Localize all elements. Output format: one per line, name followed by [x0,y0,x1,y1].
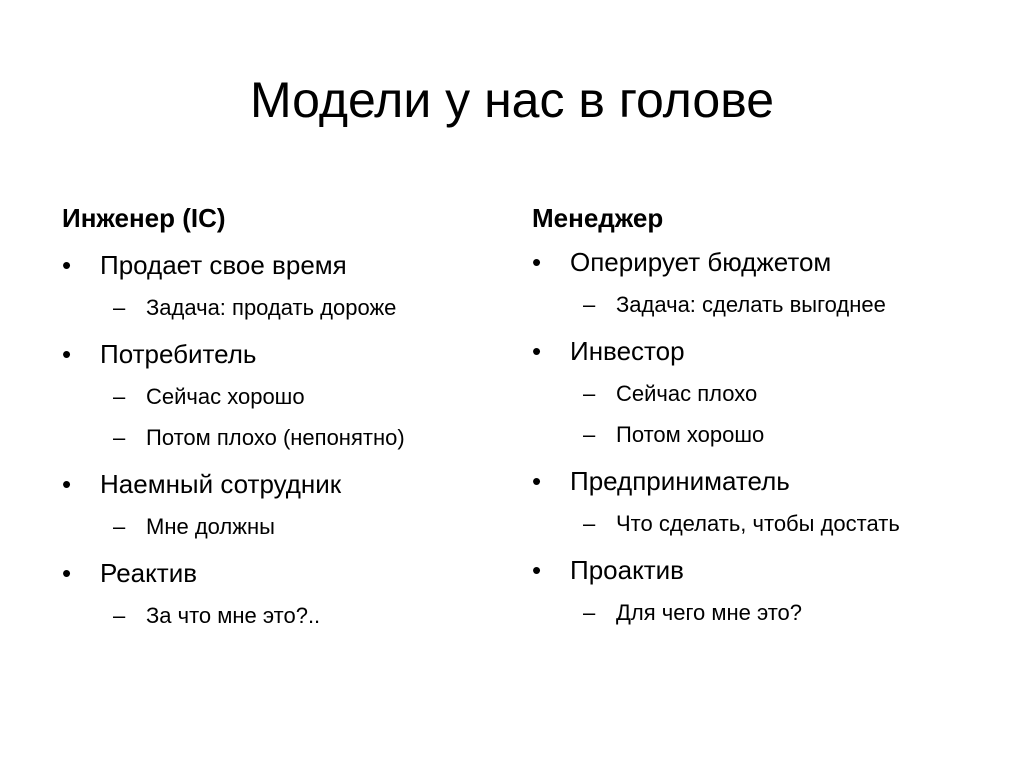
bullet-text: Инвестор [570,336,685,366]
dash-icon: – [113,295,126,320]
sub-item-text: Мне должны [146,514,275,539]
sub-item [62,598,522,634]
sub-item [62,379,522,415]
bullet-item [62,553,522,593]
bullet-text: Продает свое время [100,250,347,280]
sub-item-text: Что сделать, чтобы достать [616,511,900,536]
bullet-item [62,464,522,504]
sub-item [532,595,992,631]
sub-item-text: Задача: продать дороже [146,295,397,320]
sub-item [532,287,992,323]
bullet-icon: • [532,466,542,496]
bullet-icon: • [532,336,542,366]
slide-title: Модели у нас в голове [249,72,775,128]
dash-icon: – [583,600,596,625]
bullet-item [62,245,522,285]
sub-item [62,509,522,545]
manager-heading: Менеджер [532,203,664,233]
sub-item [62,420,522,456]
bullet-icon: • [532,555,542,585]
bullet-text: Реактив [100,558,198,588]
bullet-text: Оперирует бюджетом [570,247,832,277]
sub-item-text: Для чего мне это? [616,600,803,625]
dash-icon: – [583,422,596,447]
bullet-item [532,550,992,590]
engineer-heading: Инженер (IC) [62,203,226,233]
dash-icon: – [113,384,126,409]
bullet-item [532,242,992,282]
sub-item [532,376,992,412]
bullet-icon: • [532,247,542,277]
sub-item-text: Потом плохо (непонятно) [146,425,405,450]
sub-item-text: Потом хорошо [616,422,765,447]
bullet-item [62,334,522,374]
dash-icon: – [583,292,596,317]
manager-column [532,198,992,631]
dash-icon: – [113,514,126,539]
bullet-text: Наемный сотрудник [100,469,342,499]
bullet-icon: • [62,339,72,369]
bullet-item [532,461,992,501]
bullet-icon: • [62,469,72,499]
bullet-icon: • [62,558,72,588]
sub-item-text: Сейчас хорошо [146,384,305,409]
engineer-column [62,198,522,634]
sub-item [62,290,522,326]
dash-icon: – [113,603,126,628]
sub-item [532,417,992,453]
sub-item-text: За что мне это?.. [146,603,321,628]
bullet-text: Проактив [570,555,684,585]
dash-icon: – [583,381,596,406]
dash-icon: – [113,425,126,450]
sub-item [532,506,992,542]
sub-item-text: Задача: сделать выгоднее [616,292,886,317]
bullet-icon: • [62,250,72,280]
bullet-text: Потребитель [100,339,257,369]
sub-item-text: Сейчас плохо [616,381,758,406]
bullet-text: Предприниматель [570,466,790,496]
dash-icon: – [583,511,596,536]
bullet-item [532,331,992,371]
